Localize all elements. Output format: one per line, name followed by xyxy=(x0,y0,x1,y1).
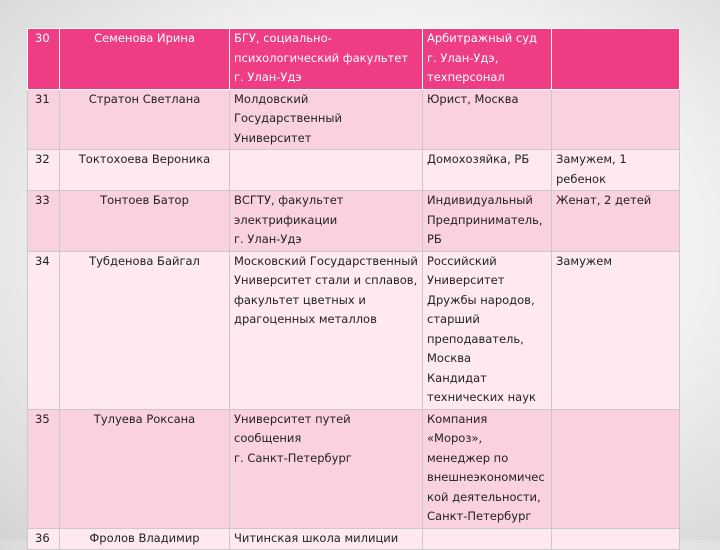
table-row xyxy=(28,89,680,150)
family-cell xyxy=(552,409,680,528)
person-name: Токтохоева Вероника xyxy=(60,150,230,191)
person-name: Фролов Владимир xyxy=(60,528,230,550)
education-cell: ВСГТУ, факультет электрификации г. Улан-Удэ xyxy=(230,191,423,252)
work-cell: Юрист, Москва xyxy=(423,89,552,150)
work-cell: Российский Университет Дружбы народов, старший преподаватель, Москва Кандидат технических наук xyxy=(423,251,552,409)
person-name: Тулуева Роксана xyxy=(60,409,230,528)
family-cell xyxy=(552,89,680,150)
row-number: 30 xyxy=(28,29,60,90)
row-number: 32 xyxy=(28,150,60,191)
work-cell: Домохозяйка, РБ xyxy=(423,150,552,191)
table-row xyxy=(28,528,680,550)
table-row xyxy=(28,29,680,90)
row-number: 31 xyxy=(28,89,60,150)
person-name: Тонтоев Батор xyxy=(60,191,230,252)
family-cell xyxy=(552,29,680,90)
row-number: 36 xyxy=(28,528,60,550)
family-cell xyxy=(552,528,680,550)
education-cell: Читинская школа милиции xyxy=(230,528,423,550)
row-number: 35 xyxy=(28,409,60,528)
education-cell xyxy=(230,150,423,191)
education-cell: БГУ, социально- психологический факультет г. Улан-Удэ xyxy=(230,29,423,90)
person-name: Тубденова Байгал xyxy=(60,251,230,409)
person-name: Стратон Светлана xyxy=(60,89,230,150)
education-cell: Московский Государственный Университет стали и сплавов, факультет цветных и драгоценных металлов xyxy=(230,251,423,409)
row-number: 34 xyxy=(28,251,60,409)
work-cell: Компания «Мороз», менеджер по внешнеэкономичес кой деятельности, Санкт-Петербург xyxy=(423,409,552,528)
family-cell: Замужем xyxy=(552,251,680,409)
work-cell xyxy=(423,528,552,550)
table-row xyxy=(28,150,680,191)
family-cell: Замужем, 1 ребенок xyxy=(552,150,680,191)
row-number: 33 xyxy=(28,191,60,252)
education-cell: Молдовский Государственный Университет xyxy=(230,89,423,150)
person-name: Семенова Ирина xyxy=(60,29,230,90)
work-cell: Индивидуальный Предприниматель, РБ xyxy=(423,191,552,252)
table-row xyxy=(28,409,680,528)
graduates-table xyxy=(27,28,680,550)
table-row xyxy=(28,251,680,409)
family-cell: Женат, 2 детей xyxy=(552,191,680,252)
work-cell: Арбитражный суд г. Улан-Удэ, техперсонал xyxy=(423,29,552,90)
table-row xyxy=(28,191,680,252)
education-cell: Университет путей сообщения г. Санкт-Петербург xyxy=(230,409,423,528)
